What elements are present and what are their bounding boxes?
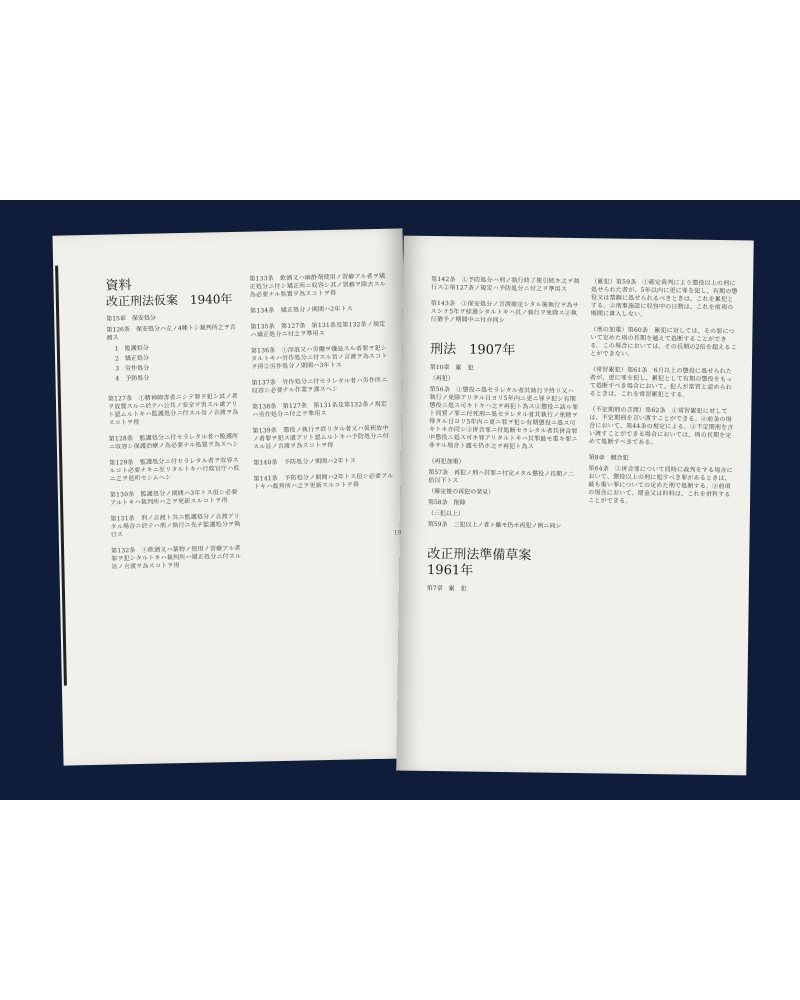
list-item: 1 監護処分 <box>114 344 149 353</box>
chapter-heading: 第10章 累 犯 <box>429 363 474 372</box>
article-126: 第126条 保安処分ハ左ノ4種トシ裁判所之ヲ言渡ス <box>106 323 236 342</box>
article-paragraph: 第135条 第127条 第131条及第132条ノ規定ハ矯正処分ニ付之ヲ準用ス <box>250 320 386 339</box>
article-paragraph: 第139条 懲役ノ執行ヲ終リタル者又ハ仮釈放中ノ者罪ヲ犯ス虞アリト認ムルトキハ予防処分ニ付スル旨ノ言渡ヲ為スコトヲ得 <box>252 424 390 451</box>
chapter-heading: 第8章 競合犯 <box>588 454 629 462</box>
list-item: 2 矯正処分 <box>115 354 149 363</box>
article-paragraph: 第128条 監護処分ニ付セラレタル者ハ監護所ニ収容シ保護治療ノ為必要ナル処置ヲ為スヘシ <box>108 432 239 451</box>
article-paragraph: 第137条 労作処分ニ付セラレタル者ハ労作所ニ収容シ必要ナル作業ヲ課スヘシ <box>251 376 388 395</box>
article-paragraph: 第58条 削除 <box>427 498 466 507</box>
chapter-heading: 第15章 保安処分 <box>106 314 156 323</box>
left-page <box>52 228 413 765</box>
article-paragraph: （不定期刑の言渡）第62条 ①常習累犯に対しては、不定期刑を言い渡すことができる。②前条の場合において、第44条の規定による。③不定期刑を言い渡すことができる場合においては、刑の長期を定めて処断すべきである。 <box>588 406 734 447</box>
article-paragraph: 第130条 監護処分ノ期間ハ3年トス但シ必要アルトキハ裁判所ハ之ヲ更新スルコトヲ得 <box>109 488 238 507</box>
article-paragraph: 第142条 ①予防処分ハ刑ノ執行終了後引続キ之ヲ執行ス②第127条ノ規定ハ予防処分ニ付之ヲ準用ス <box>430 275 580 293</box>
article-paragraph: 第140条 予防処分ノ期間ハ2年トス <box>253 457 357 467</box>
right-column-2 <box>588 278 739 515</box>
section-label: 資料 <box>105 278 132 294</box>
article-paragraph: 第129条 監護処分ニ付セラレタル者ヲ収容スルコト必要ナキニ至リタルトキハ行政官庁ハ仮ニ之ヲ退所セシムヘシ <box>109 456 240 483</box>
article-paragraph: 第133条 飲酒又ハ麻酔剤使用ノ習癖アル者ヲ矯正処分ニ付シ矯正所ニ収容シ其ノ習癖ヲ除去スル為必要ナル処置ヲ為スコトヲ得 <box>249 272 387 299</box>
article-paragraph: 第59条 三犯以上ノ者ト雖モ仍ホ再犯ノ例ニ同シ <box>427 520 562 530</box>
article-caption: （再犯加重） <box>428 457 465 466</box>
list-item: 4 予防処分 <box>115 374 150 383</box>
article-paragraph: 第131条 刑ノ言渡ト共ニ監護処分ノ言渡アリタル場合ニ於テハ刑ノ執行ニ先チ監護処分ヲ執行ス <box>110 512 241 539</box>
section-title: 改正刑法準備草案 1961年 <box>426 546 545 579</box>
right-column-1 <box>427 276 581 598</box>
page-number: 19 <box>393 529 402 537</box>
article-caption: （三犯以上） <box>427 509 464 518</box>
dark-background <box>0 200 800 800</box>
article-paragraph: 第143条 ①保安処分ノ言渡確定シタル後執行ヲ為サスシテ5年ヲ経過シタルトキハ其ノ執行ヲ免除ス②執行猶予ノ期間中ニ付亦同シ <box>430 299 580 325</box>
article-paragraph: 第136条 ①浮浪又ハ労働ヲ嫌忌スル者罪ヲ犯シタルトキハ労作処分ニ付スル旨ノ言渡ヲ為スコトヲ得②労作処分ノ期間ハ3年トス <box>250 344 388 371</box>
article-paragraph: 第132条 ①飲酒又ハ薬物ノ使用ノ習癖アル者罪ヲ犯シタルトキハ裁判所ハ矯正処分ニ付スル旨ノ言渡ヲ為スコトヲ得 <box>111 544 242 571</box>
article-paragraph: （常習累犯）第61条 6月以上の懲役に処せられた者が、更に罪を犯し、累犯として有期の懲役をもって処断すべき場合において、犯人が常習と認められるときは、これを常習累犯とする。 <box>589 366 733 399</box>
list-item: 3 労作処分 <box>115 364 150 373</box>
article-paragraph: （刑の加重）第60条 累犯に対しては、その罪について定めた刑の長期を越えて処断することができる。この場合においては、その長期の2倍を超えることができない。 <box>590 326 737 358</box>
left-column-1 <box>105 276 243 580</box>
article-caption: （確定後の再犯の発見） <box>428 487 495 496</box>
chapter-heading: 第7章 累 犯 <box>426 584 467 593</box>
article-paragraph: （累犯）第59条 ①確定裁判により懲役以上の刑に処せられた者が、5年以内に更に罪を犯し、有期の懲役又は禁錮に処せられるべきときは、これを累犯とする。②刑事施設に収容中の日数は、これを前項の期間に算入しない。 <box>590 278 738 318</box>
page-edge-mark <box>55 266 67 686</box>
document-title: 改正刑法仮案 1940年 <box>105 291 233 309</box>
article-paragraph: 第56条 ①懲役ニ処セラレタル者其執行ヲ終リ又ハ執行ノ免除アリタル日ヨリ5年内ニ更ニ罪ヲ犯シ有期懲役ニ処ス可キトキハ之ヲ再犯ト為ス②懲役ニ該ル罪ト同質ノ罪ニ付死刑ニ処セラレタル者其執行ノ免除ヲ得タル日ヨリ5年内ニ更ニ罪ヲ犯シ有期懲役ニ処ス可キトキ亦同シ③併合罪ニ付処断セラレタル者其併合罪中懲役ニ処ス可キ罪アリタルトキハ其罪最モ重キ罪ニ非サル場合ト雖モ仍ホ之ヲ再犯ト為ス <box>428 385 579 451</box>
article-paragraph: 第57条 再犯ノ刑ハ其罪ニ付定メタル懲役ノ長期ノ二倍以下トス <box>428 468 575 485</box>
article-paragraph: 第141条 予防処分ノ期間ハ2年トス但シ必要アルトキハ裁判所ハ之ヲ更新スルコトヲ得 <box>253 472 394 491</box>
section-title: 刑法 1907年 <box>430 341 516 359</box>
article-caption: （再犯） <box>429 374 454 383</box>
right-page <box>393 236 753 776</box>
article-paragraph: 第134条 矯正処分ノ期間ハ2年トス <box>250 305 353 315</box>
article-paragraph: 第64条 ①併合罪について同時に裁判をする場合において、懲役以上の刑に処すべき罪があるときは、最も重い罪についての定めた刑で処断する。②前項の場合において、罰金又は科料は、これを併科することができる。 <box>588 465 733 505</box>
left-column-2 <box>249 273 394 500</box>
article-paragraph: 第138条 第127条 第131条及第132条ノ規定ハ労作処分ニ付之ヲ準用ス <box>252 400 388 419</box>
article-paragraph: 第127条 ①精神障害者ニシテ罪ヲ犯シ其ノ者ヲ放置スルニ於テハ公共ノ安全ヲ害スル虞アリト認ムルトキハ監護処分ニ付スル旨ノ言渡ヲ為スコトヲ得 <box>107 392 239 427</box>
